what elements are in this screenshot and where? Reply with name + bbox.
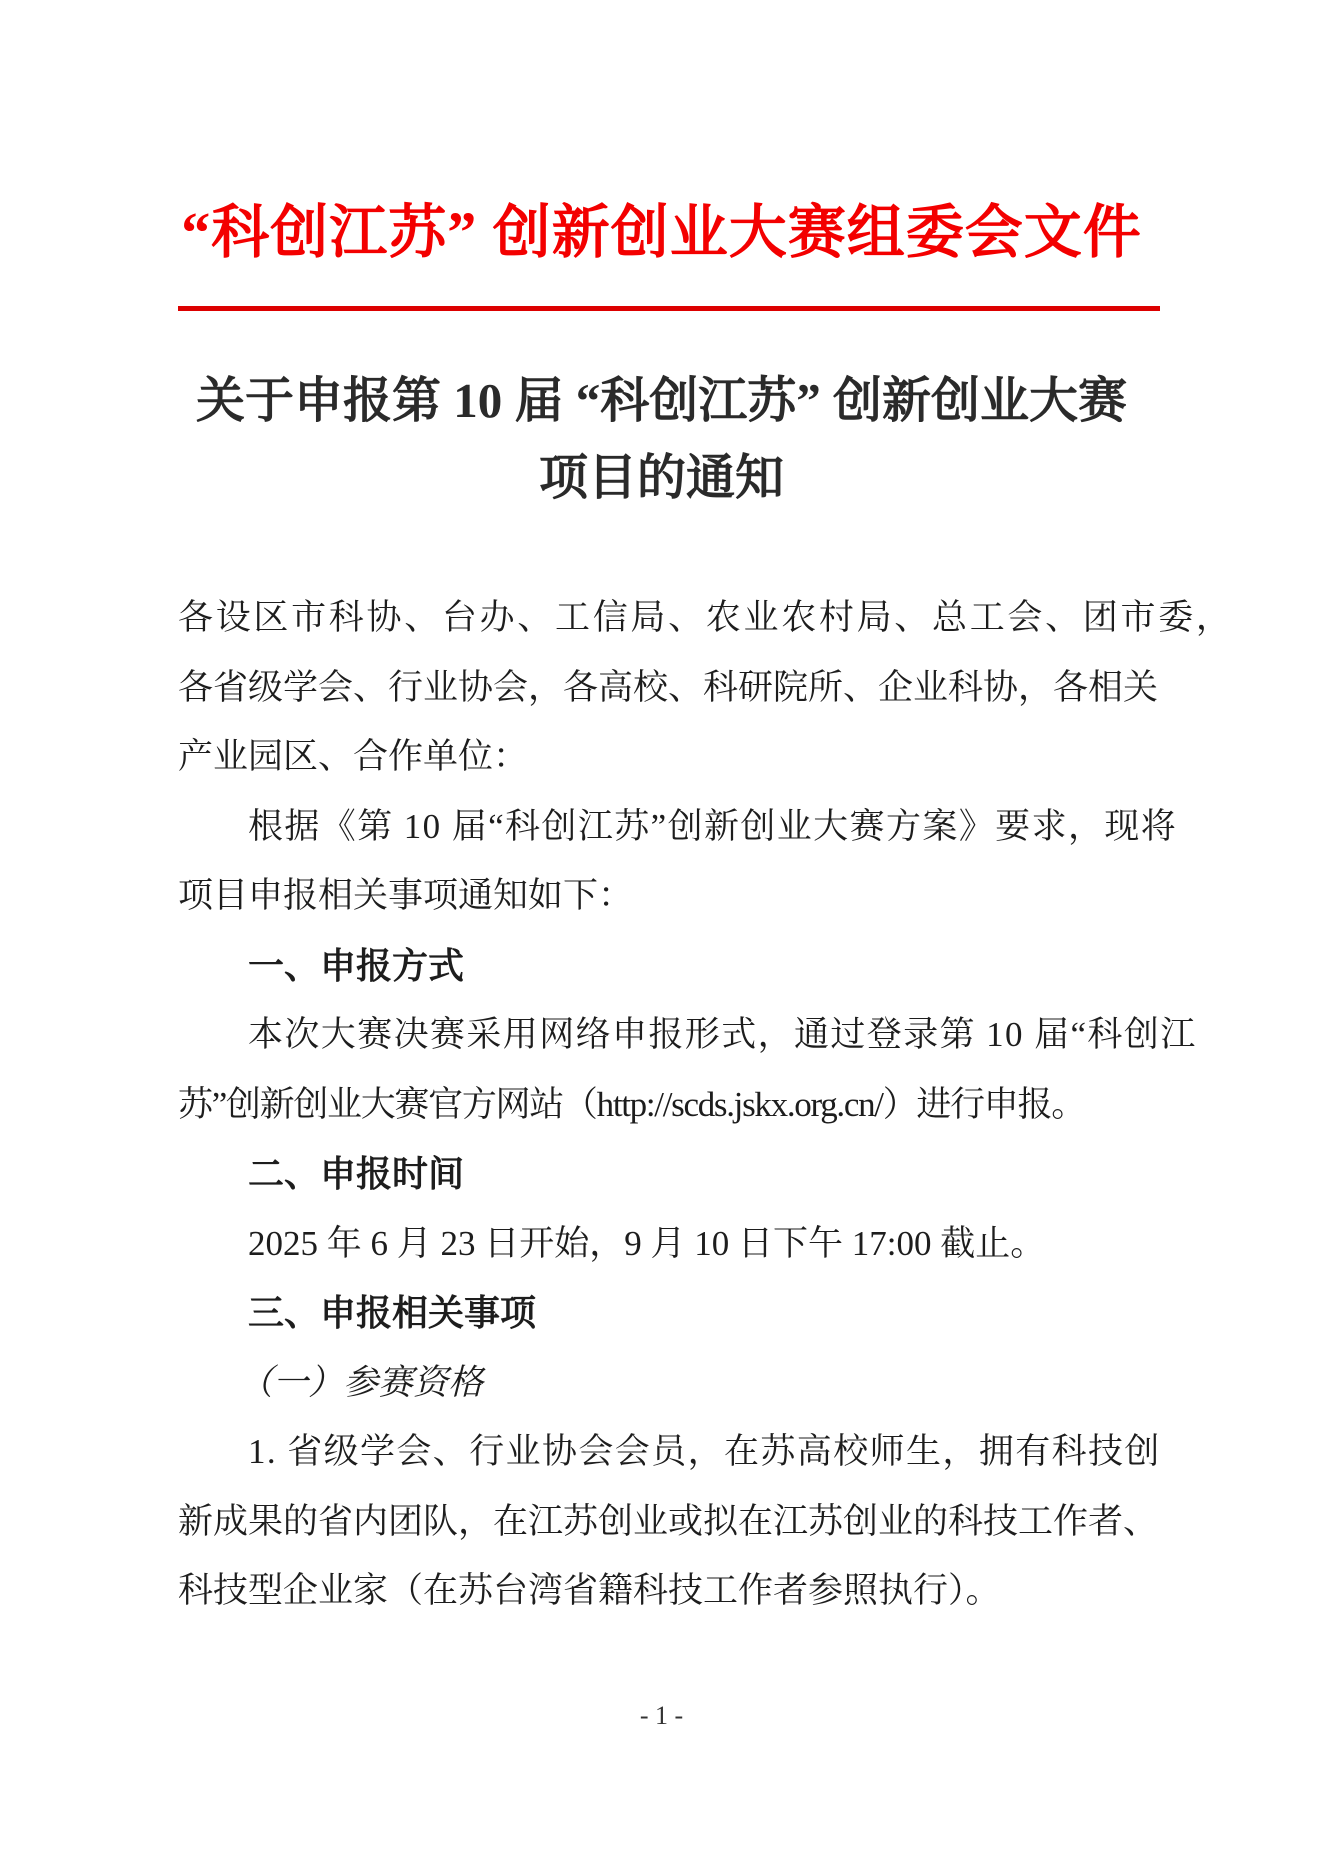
eligibility-paragraph-line-3: 科技型企业家（在苏台湾省籍科技工作者参照执行）。 xyxy=(178,1571,1001,1610)
page-number: - 1 - xyxy=(639,1701,684,1730)
intro-paragraph-line-1: 根据《第 10 届“科创江苏”创新创业大赛方案》要求，现将 xyxy=(248,806,1178,846)
document-title xyxy=(0,362,1323,516)
subsection-heading-eligibility: （一）参赛资格 xyxy=(238,1362,484,1402)
salutation-line-2: 各省级学会、行业协会，各高校、科研院所、企业科协，各相关 xyxy=(178,667,1159,707)
section-heading-application-time: 二、申报时间 xyxy=(248,1153,465,1194)
section-heading-related-matters: 三、申报相关事项 xyxy=(248,1292,537,1333)
letterhead-divider-line xyxy=(178,306,1160,311)
document-body xyxy=(178,583,1234,1626)
time-paragraph-line: 2025 年 6 月 23 日开始，9 月 10 日下午 17:00 截止。 xyxy=(248,1223,1046,1263)
document-title-line-1: 关于申报第 10 届 “科创江苏” 创新创业大赛 xyxy=(195,373,1127,428)
salutation-line-3: 产业园区、合作单位： xyxy=(178,737,529,776)
letterhead-banner: “科创江苏” 创新创业大赛组委会文件 xyxy=(181,200,1142,265)
eligibility-paragraph-line-1: 1. 省级学会、行业协会会员，在苏高校师生，拥有科技创 xyxy=(248,1432,1161,1471)
method-paragraph-line-1: 本次大赛决赛采用网络申报形式，通过登录第 10 届“科创江 xyxy=(248,1015,1197,1054)
document-title-line-2: 项目的通知 xyxy=(538,450,784,505)
intro-paragraph-line-2: 项目申报相关事项通知如下： xyxy=(178,876,634,915)
method-paragraph-line-2-with-url: 苏”创新创业大赛官方网站（http://scds.jskx.org.cn/）进行申报。 xyxy=(178,1084,1085,1124)
section-heading-application-method: 一、申报方式 xyxy=(248,944,465,986)
salutation-line-1: 各设区市科协、台办、工信局、农业农村局、总工会、团市委， xyxy=(178,598,1234,637)
eligibility-paragraph-line-2: 新成果的省内团队，在江苏创业或拟在江苏创业的科技工作者、 xyxy=(178,1501,1159,1541)
